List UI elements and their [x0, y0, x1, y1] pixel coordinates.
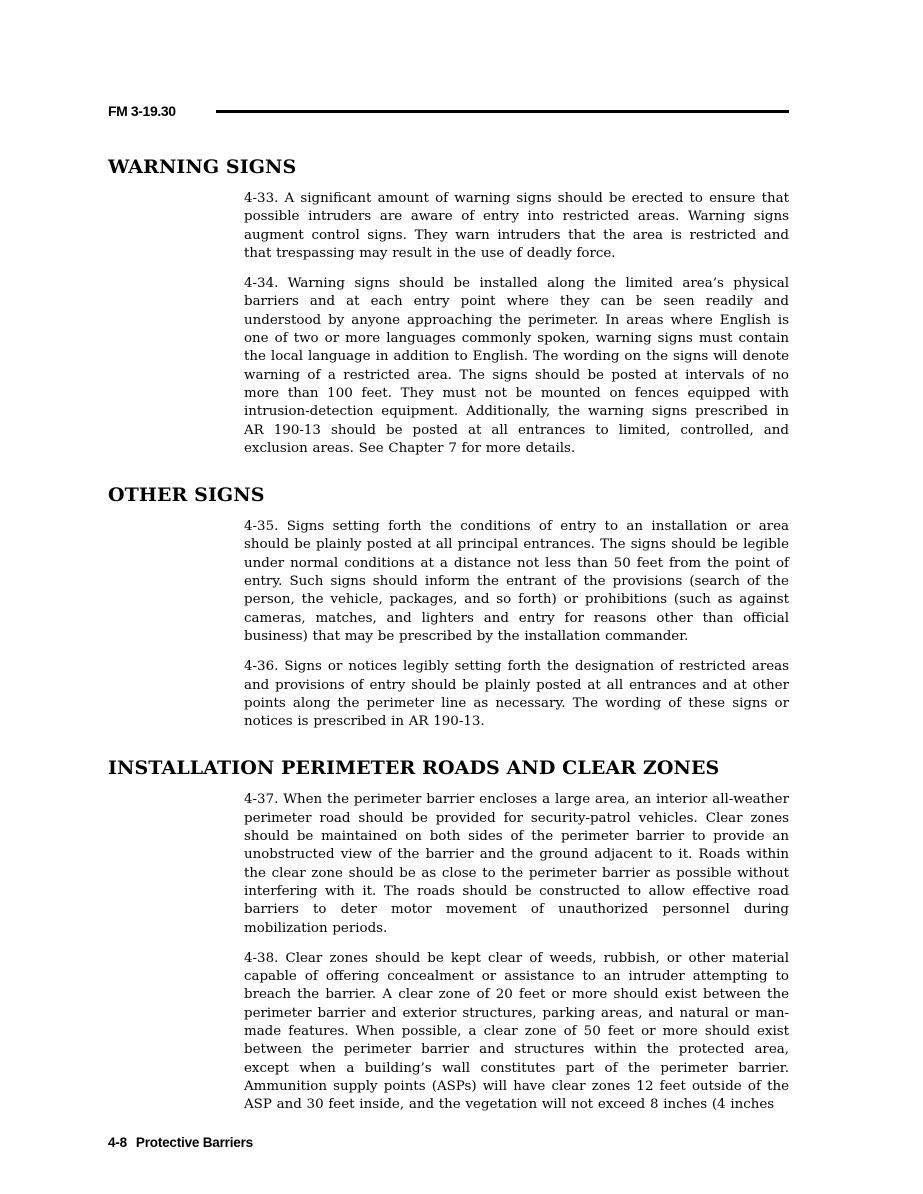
paragraph-4-35: 4-35. Signs setting forth the conditions of entry to an installation or area should be plainly posted at all principal entrances. The signs should be legible under normal conditions at a distance not less than 50 feet from the point of entry. Such signs should inform the entrant of the provisions (search of the person, the vehicle, packages, and so forth) or prohibitions (such as against cameras, matches, and lighters and entry for reasons other than official business) that may be prescribed by the installation commander. [244, 519, 789, 644]
page-number: 4-8 [108, 1135, 127, 1150]
paragraph-4-34: 4-34. Warning signs should be installed along the limited area’s physical barriers and at each entry point where they can be seen readily and understood by anyone approaching the perimeter. In areas where English is one of two or more languages commonly spoken, warning signs must contain the local language in addition to English. The wording on the signs will denote warning of a restricted area. The signs should be posted at intervals of no more than 100 feet. They must not be mounted on fences equipped with intrusion-detection equipment. Additionally, the warning signs prescribed in AR 190-13 should be posted at all entrances to limited, controlled, and exclusion areas. See Chapter 7 for more details. [244, 276, 789, 456]
page-content [108, 0, 789, 1114]
section-other-signs [108, 484, 789, 731]
paragraph-4-33: 4-33. A significant amount of warning signs should be erected to ensure that possible intruders are aware of entry into restricted areas. Warning signs augment control signs. They warn intruders that the area is restricted and that trespassing may result in the use of deadly force. [244, 191, 789, 261]
paragraph-4-38: 4-38. Clear zones should be kept clear of weeds, rubbish, or other material capable of offering concealment or assistance to an intruder attempting to breach the barrier. A clear zone of 20 feet or more should exist between the perimeter barrier and exterior structures, parking areas, and natural or man-made features. When possible, a clear zone of 50 feet or more should exist between the perimeter barrier and structures within the protected area, except when a building’s wall constitutes part of the perimeter barrier. Ammunition supply points (ASPs) will have clear zones 12 feet outside of the ASP and 30 feet inside, and the vegetation will not exceed 8 inches (4 inches [244, 950, 789, 1113]
section-installation-perimeter-roads [108, 757, 789, 1114]
paragraph-4-36: 4-36. Signs or notices legibly setting forth the designation of restricted areas and provisions of entry should be plainly posted at all entrances and at other points along the perimeter line as necessary. The wording of these signs or notices is prescribed in AR 190-13. [244, 659, 789, 730]
section-heading-warning-signs: WARNING SIGNS [108, 156, 297, 178]
paragraph-4-37: 4-37. When the perimeter barrier encloses a large area, an interior all-weather perimeter road should be provided for security-patrol vehicles. Clear zones should be maintained on both sides of the perimeter barrier to provide an unobstructed view of the barrier and the ground adjacent to it. Roads within the clear zone should be as close to the perimeter barrier as possible without interfering with it. The roads should be constructed to allow effective road barriers to deter motor movement of unauthorized personnel during mobilization periods. [244, 792, 789, 936]
section-heading-other-signs: OTHER SIGNS [108, 484, 265, 507]
section-heading-installation-perimeter-roads: INSTALLATION PERIMETER ROADS AND CLEAR ZONES [108, 757, 720, 780]
document-id: FM 3-19.30 [108, 103, 176, 119]
footer-section-title: Protective Barriers [135, 1135, 253, 1150]
section-warning-signs [108, 156, 789, 458]
page-footer [108, 1135, 253, 1150]
